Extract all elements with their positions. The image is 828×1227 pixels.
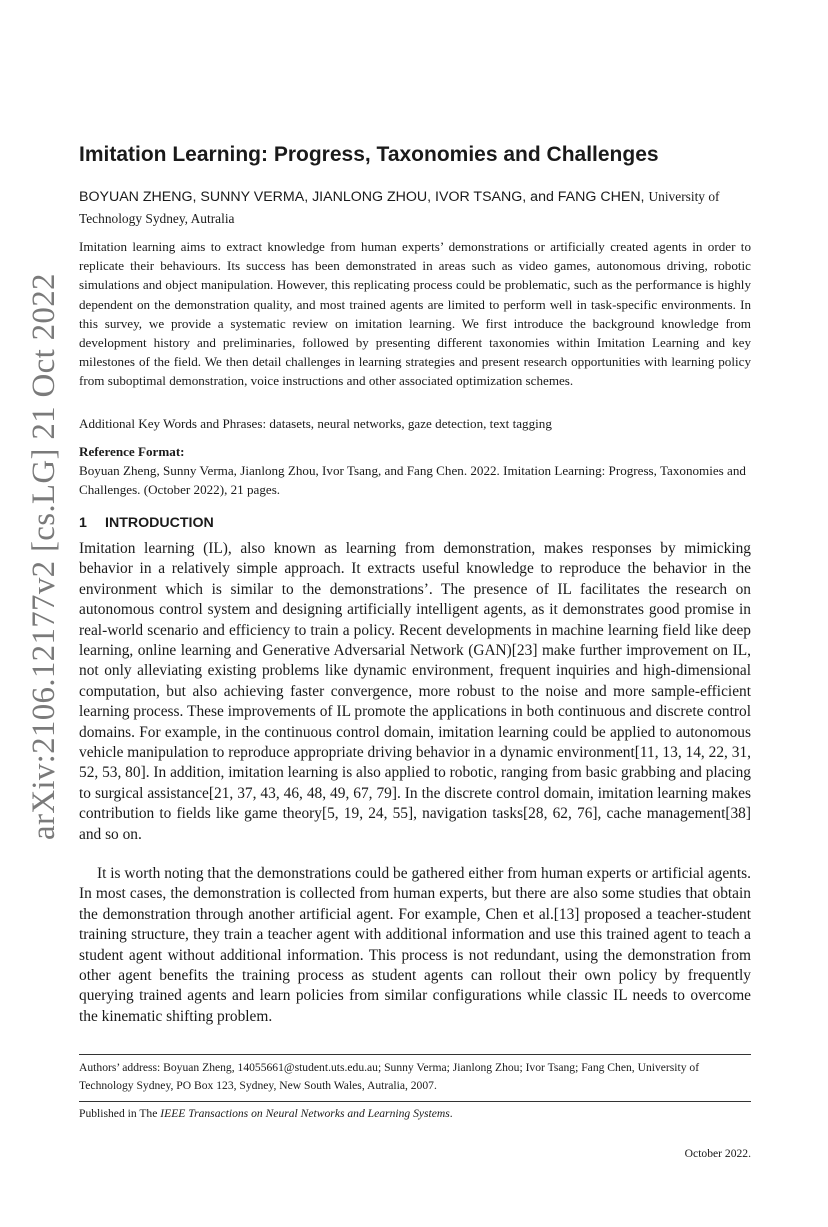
publication-suffix: . [449, 1107, 453, 1120]
section-heading [79, 512, 751, 534]
page-date: October 2022. [684, 1147, 751, 1160]
author-affiliation: University of Technology Sydney, Autralia [79, 189, 720, 226]
reference-format-label: Reference Format: [79, 444, 185, 459]
author-block [79, 186, 751, 230]
publication-venue: IEEE Transactions on Neural Networks and Learning Systems [160, 1107, 450, 1120]
footnote-divider [79, 1054, 751, 1055]
abstract: Imitation learning aims to extract knowledge from human experts’ demonstrations or artificially created agents in order to replicate their behaviours. Its success has been demonstrated in areas such as video games, autonomous driving, robotic simulations and object manipulation. However, this replicating process could be problematic, such as the performance is highly dependent on the demonstration quality, and most trained agents are limited to perform well in task-specific environments. In this survey, we provide a systematic review on imitation learning. We first introduce the background knowledge from development history and preliminaries, followed by presenting different taxonomies within Imitation Learning and key milestones of the field. We then detail challenges in learning strategies and present research opportunities with learning policy from suboptimal demonstration, voice instructions and other associated optimization schemes. [79, 239, 751, 389]
reference-format-text: Boyuan Zheng, Sunny Verma, Jianlong Zhou, Ivor Tsang, and Fang Chen. 2022. Imitation Learning: Progress, Taxonomies and Challenges. (October 2022), 21 pages. [79, 463, 746, 498]
publication-note [79, 1105, 751, 1123]
author-names: BOYUAN ZHENG, SUNNY VERMA, JIANLONG ZHOU, IVOR TSANG, and FANG CHEN, [79, 189, 645, 205]
arxiv-identifier: arXiv:2106.12177v2 [cs.LG] 21 Oct 2022 [26, 273, 62, 840]
publication-divider [79, 1101, 751, 1102]
paper-title: Imitation Learning: Progress, Taxonomies and Challenges [79, 143, 659, 166]
intro-paragraph-2: It is worth noting that the demonstrations could be gathered either from human experts or artificial agents. In most cases, the demonstration is collected from human experts, but there are also some studies that obtain the demonstration through another artificial agent. For example, Chen et al.[13] proposed a teacher-student training structure, they train a teacher agent with additional information and use this trained agent to teach a student agent without additional information. This process is not redundant, using the demonstration from other agent benefits the training process as student agents can rollout their own policy by frequently querying trained agents and learn policies from similar configurations while classic IL needs to overcome the kinematic shifting problem. [79, 865, 751, 1025]
section-title: INTRODUCTION [105, 515, 214, 531]
keywords: Additional Key Words and Phrases: datasets, neural networks, gaze detection, text tagging [79, 416, 552, 431]
publication-prefix: Published in The [79, 1107, 161, 1120]
section-number: 1 [79, 515, 87, 531]
intro-paragraph-1: Imitation learning (IL), also known as learning from demonstration, makes responses by mimicking behavior in a relatively simple approach. It extracts useful knowledge to reproduce the behavior in the environment which is similar to the demonstrations’. The presence of IL facilitates the research on autonomous control system and designing artificially intelligent agents, as it demonstrates good promise in real-world scenario and efficiency to train a policy. Recent developments in machine learning field like deep learning, online learning and Generative Adversarial Network (GAN)[23] make further improvement on IL, not only alleviating existing problems like dynamic environment, frequent inquiries and high-dimensional computation, but also achieving faster convergence, more robust to the noise and more sample-efficient learning process. These improvements of IL promote the applications in both continuous and discrete control domains. For example, in the continuous control domain, imitation learning could be applied to autonomous vehicle manipulation to reproduce appropriate driving behavior in a dynamic environment[11, 13, 14, 22, 31, 52, 53, 80]. In addition, imitation learning is also applied to robotic, ranging from basic grabbing and placing to surgical assistance[21, 37, 43, 46, 48, 49, 67, 79]. In the discrete control domain, imitation learning makes contribution to fields like game theory[5, 19, 24, 55], navigation tasks[28, 62, 76], cache management[38] and so on. [79, 540, 751, 843]
authors-address-footnote: Authors’ address: Boyuan Zheng, 14055661@student.uts.edu.au; Sunny Verma; Jianlong Zhou; Ivor Tsang; Fang Chen, University of Technology Sydney, PO Box 123, Sydney, New South Wales, Autralia, 2007. [79, 1061, 700, 1092]
